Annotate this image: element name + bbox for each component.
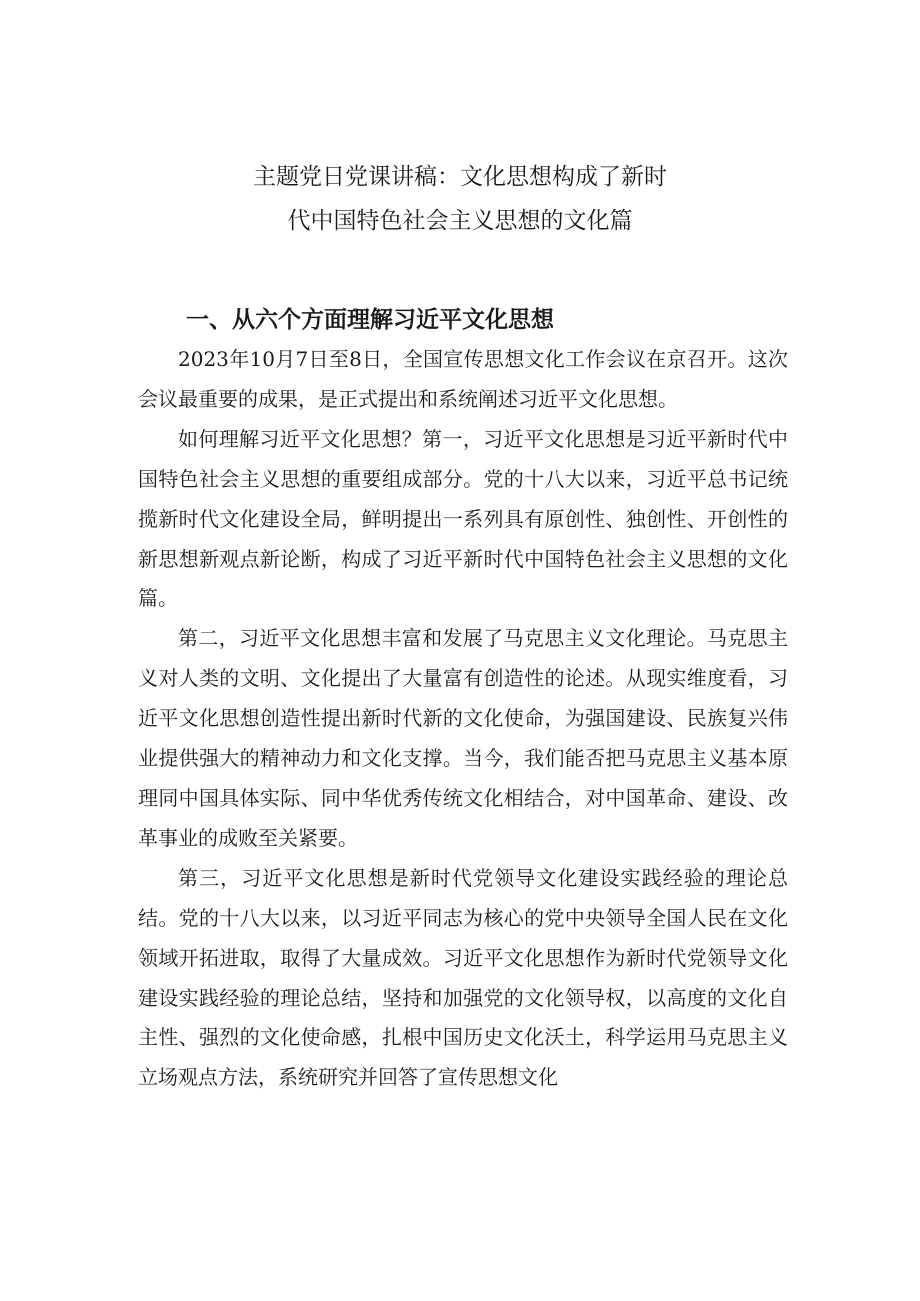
paragraph: 2023年10月7日至8日，全国宣传思想文化工作会议在京召开。这次会议最重要的成果，是正式提出和系统阐述习近平文化思想。 xyxy=(138,347,788,411)
paragraph: 第二，习近平文化思想丰富和发展了马克思主义文化理论。马克思主义对人类的文明、文化提出了大量富有创造性的论述。从现实维度看，习近平文化思想创造性提出新时代新的文化使命，为强国建设、民族复兴伟业提供强大的精神动力和文化支撑。当今，我们能否把马克思主义基本原理同中国具体实际、同中华优秀传统文化相结合，对中国革命、建设、改革事业的成败至关紧要。 xyxy=(138,626,788,850)
document-title-line-1: 主题党日党课讲稿：文化思想构成了新时 xyxy=(253,164,667,190)
section-heading: 一、从六个方面理解习近平文化思想 xyxy=(186,307,554,333)
paragraph: 第三，习近平文化思想是新时代党领导文化建设实践经验的理论总结。党的十八大以来，以习近平同志为核心的党中央领导全国人民在文化领域开拓进取，取得了大量成效。习近平文化思想作为新时代党领导文化建设实践经验的理论总结，坚持和加强党的文化领导权，以高度的文化自主性、强烈的文化使命感，扎根中国历史文化沃土，科学运用马克思主义立场观点方法，系统研究并回答了宣传思想文化 xyxy=(138,865,788,1090)
document-title-line-2: 代中国特色社会主义思想的文化篇 xyxy=(287,208,633,234)
paragraph: 如何理解习近平文化思想？第一，习近平文化思想是习近平新时代中国特色社会主义思想的重要组成部分。党的十八大以来，习近平总书记统揽新时代文化建设全局，鲜明提出一系列具有原创性、独创性、开创性的新思想新观点新论断，构成了习近平新时代中国特色社会主义思想的文化篇。 xyxy=(138,426,788,611)
document-body xyxy=(138,340,788,1098)
